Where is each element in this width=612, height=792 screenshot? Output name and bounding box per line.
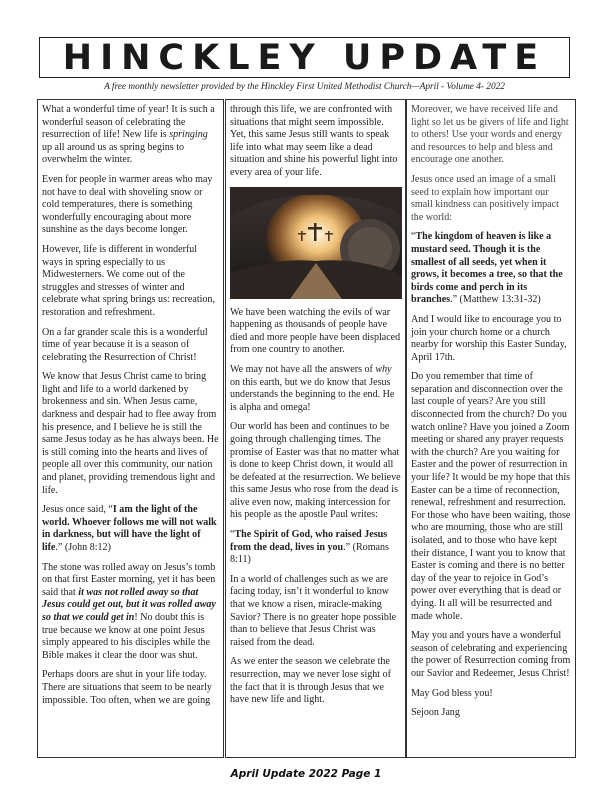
author-signature: Sejoon Jang: [411, 707, 460, 719]
paragraph: And I would like to encourage you to join your church home or a church nearby for worship this Easter Sunday, April 17th.: [411, 313, 567, 363]
article-column-3: [406, 99, 576, 758]
article-column-1: [37, 99, 224, 758]
paragraph: Perhaps doors are shut in your life today. There are situations that seem to be nearly impossible. Too often, when we are going: [42, 669, 212, 706]
paragraph: The stone was rolled away on Jesus’s tomb on that first Easter morning, yet it has been said that it was not rolled away so that Jesus could get out, but it was rolled away so that we could get in! No doubt this is true because we know at one point Jesus simply appeared to his disciples while the Bible makes it clear the door was shut.: [42, 561, 216, 661]
paragraph: We may not have all the answers of why on this earth, but we do know that Jesus understands the beginning to the end. He is alpha and omega!: [230, 363, 395, 413]
paragraph: May you and yours have a wonderful season of celebrating and experiencing the power of Resurrection coming from our Savior and Redeemer, Jesus Christ!: [411, 630, 571, 679]
paragraph: Even for people in warmer areas who may not have to deal with shoveling snow or cold temperatures, there is something wonderfully encouraging about more sunshine as the days become longer.: [42, 173, 213, 236]
page-footer: April Update 2022 Page 1: [230, 768, 382, 780]
empty-tomb-photo: [230, 187, 402, 299]
paragraph: On a far grander scale this is a wonderful time of year because it is a season of celebrating the Resurrection of Christ!: [42, 326, 208, 363]
masthead: [39, 37, 570, 78]
scripture-quote: Jesus once said, “I am the light of the world. Whoever follows me will not walk in darkness, but will have the light of life.” (John 8:12): [42, 504, 217, 553]
paragraph: In a world of challenges such as we are facing today, isn’t it wonderful to know that we know a risen, miracle-making Savior? There is no greater hope possible than to believe that Jesus Christ was raised from the dead.: [230, 573, 397, 648]
paragraph: Our world has been and continues to be going through challenging times. The promise of Easter was that no matter what is done to keep Christ down, it would all be defeated at the resurrection. We believe this same Jesus who rose from the dead is alive even now, making intercession for his people as the apostle Paul writes:: [230, 421, 401, 521]
paragraph: As we enter the season we celebrate the resurrection, may we never lose sight of the fact that it is through Jesus that we have new life and light.: [230, 656, 391, 706]
paragraph: Do you remember that time of separation and disconnection over the last couple of years? Are you still disconnected from the church? Do you watch online? Have you joined a Zoom meeting or shared any prayer requests with the church? Are you waiting for Easter and the power of resurrection in your life? It would be my hope that this Easter can be a time of reconnection, renewal, refreshment and resurrection. For those who have been waiting, those who are mourning, those who are still isolated, and to those who have kept their distance, I want you to know that Easter is coming and there is no better day of the year to rejoice in God’s power over everything that is dead or dying. It all will be resurrected and made whole.: [411, 371, 571, 622]
paragraph: What a wonderful time of year! It is such a wonderful season of celebrating the resurrection of life! New life is springing up all around us as spring begins to overwhelm the winter.: [42, 104, 215, 166]
closing-blessing: May God bless you!: [411, 687, 493, 699]
newsletter-subtitle: A free monthly newsletter provided by the Hinckley First United Methodist Church—April - Volume 4- 2022: [104, 82, 505, 92]
paragraph: However, life is different in wonderful ways in spring especially to us Midwesterners. We come out of the struggles and stresses of winter and celebrate what spring brings us: recreation, restoration and refreshment.: [42, 243, 215, 318]
paragraph: We have been watching the evils of war happening as thousands of people have died and more people have been displaced from one country to another.: [230, 306, 401, 356]
paragraph: through this life, we are confronted with situations that might seem impossible. Yet, this same Jesus still wants to speak life into what may seem like a dead situation and shine his powerful light into every area of your life.: [230, 104, 398, 178]
newsletter-title: HINCKLEY UPDATE: [62, 38, 547, 78]
scripture-quote: “The kingdom of heaven is like a mustard seed. Though it is the smallest of all seeds, yet when it grows, it becomes a tree, so that the birds come and perch in its branches.” (Matthew 13:31-32): [411, 231, 563, 306]
article-column-2: [225, 99, 406, 758]
scripture-quote: “The Spirit of God, who raised Jesus from the dead, lives in you.” (Romans 8:11): [230, 529, 389, 566]
paragraph: We know that Jesus Christ came to bring light and life to a world darkened by brokenness and sin. When Jesus came, darkness and despair had to flee away from his presence, and I believe he is still the same Jesus today as he has always been. He is still coming into the hearts and lives of people all over this community, our nation and planet, providing tremendous light and life.: [42, 371, 219, 496]
paragraph: Jesus once used an image of a small seed to explain how important our small kindness can positively impact the world:: [411, 173, 559, 223]
paragraph: Moreover, we have received life and light so let us be givers of life and light to others! Use your words and energy and resources to help and bless and encourage one another.: [411, 104, 569, 166]
